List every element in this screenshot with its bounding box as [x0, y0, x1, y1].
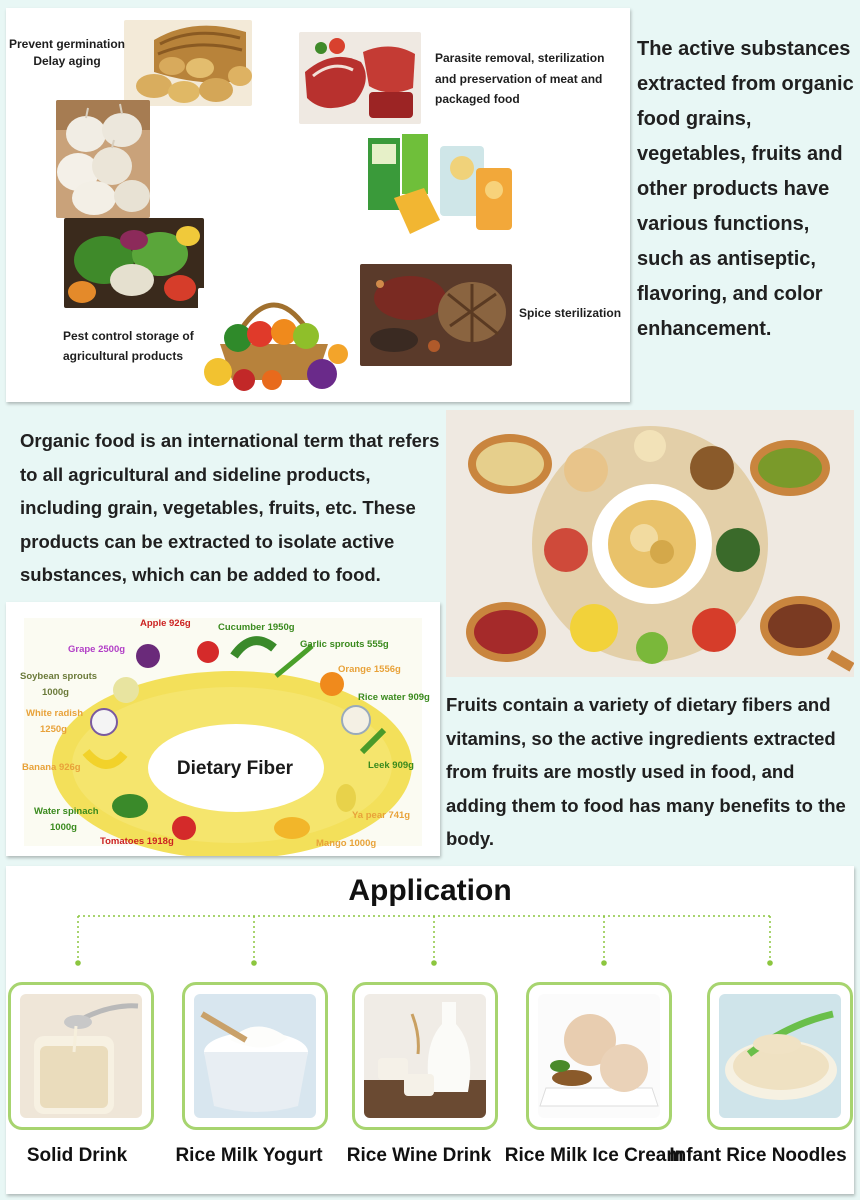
grape-icon	[136, 644, 160, 668]
fruits-text: Fruits contain a variety of dietary fibers and vitamins, so the active ingredients extracted from fruits are mostly used in food, and adding them to food has many benefits to the body.	[446, 694, 846, 849]
application-connector-lines	[6, 866, 854, 976]
apple-label: Apple 926g	[140, 618, 191, 629]
dietary-fiber-panel	[6, 602, 440, 856]
water-spinach-label-line1: Water spinach	[34, 806, 99, 817]
white-radish-icon	[91, 709, 117, 735]
solid-drink-label: Solid Drink	[26, 1145, 128, 1166]
mango-icon	[274, 817, 310, 839]
rice-milk-yogurt-card[interactable]	[182, 982, 328, 1130]
vegetables-photo	[64, 218, 204, 308]
water-spinach-label-line2: 1000g	[50, 822, 77, 833]
soybean-sprouts-label-line1: Soybean sprouts	[20, 671, 98, 682]
garlic-sprouts-label: Garlic sprouts 555g	[300, 639, 389, 650]
rice-wine-drink-card[interactable]	[352, 982, 498, 1130]
tomato-icon	[172, 816, 196, 840]
orange-label: Orange 1556g	[338, 664, 401, 675]
white-radish-label-line2: 1250g	[40, 724, 67, 735]
solid-drink-card[interactable]	[8, 982, 154, 1130]
soybean-sprouts-icon	[113, 677, 139, 703]
pest-control-caption-line2: agricultural products	[63, 349, 184, 363]
rice-milk-ice-cream-label: Rice Milk Ice Cream	[504, 1145, 684, 1166]
rice-milk-yogurt-photo	[194, 994, 316, 1118]
white-radish-label	[26, 706, 83, 738]
rice-wine-drink-photo	[364, 994, 486, 1118]
ya-pear-label: Ya pear 741g	[352, 810, 411, 821]
soybean-sprouts-label-line2: 1000g	[42, 687, 69, 698]
water-spinach-label	[34, 804, 99, 836]
fruit-basket-photo	[198, 288, 350, 392]
parasite-caption	[435, 48, 631, 110]
dietary-fiber-title: Dietary Fiber	[176, 758, 294, 779]
leek-label: Leek 909g	[368, 760, 414, 771]
soybean-sprouts-label	[20, 669, 97, 701]
pest-control-caption	[63, 326, 203, 366]
rice-milk-ice-cream-photo	[538, 994, 660, 1118]
solid-drink-photo	[20, 994, 142, 1118]
potatoes-photo	[124, 20, 252, 106]
application-panel	[6, 866, 854, 1194]
parasite-caption-line1: Parasite removal, sterilization	[435, 51, 605, 65]
grape-label: Grape 2500g	[68, 644, 126, 655]
cucumber-label: Cucumber 1950g	[218, 622, 295, 633]
germination-caption	[8, 36, 126, 70]
application-heading: Application	[348, 874, 512, 907]
infant-rice-noodles-card[interactable]	[707, 982, 853, 1130]
rice-water-icon	[342, 706, 370, 734]
white-radish-label-line1: White radish	[26, 708, 84, 719]
apple-icon	[197, 641, 219, 663]
tomatoes-label: Tomatoes 1918g	[100, 836, 174, 847]
parasite-caption-line2: and preservation of meat and	[435, 71, 603, 86]
uses-panel	[6, 8, 630, 402]
rice-wine-drink-label: Rice Wine Drink	[346, 1145, 492, 1166]
germination-caption-line1: Prevent germination	[8, 37, 126, 51]
pest-control-caption-line1: Pest control storage of	[63, 329, 194, 343]
garlic-photo	[56, 100, 150, 218]
infant-rice-noodles-photo	[719, 994, 841, 1118]
meat-photo	[299, 32, 421, 124]
water-spinach-icon	[112, 794, 148, 818]
organic-food-text: Organic food is an international term that refers to all agricultural and sideline products, including grain, vegetables, fruits, etc. These products can be extracted to isolate active substances, which can be added to food.	[20, 430, 440, 585]
rice-water-label: Rice water 909g	[358, 692, 430, 703]
rice-milk-ice-cream-card[interactable]	[526, 982, 672, 1130]
packaged-food-photo	[358, 128, 518, 242]
organic-food-spread-photo	[446, 410, 854, 677]
intro-text: The active substances extracted from organic food grains, vegetables, fruits and other products have various functions, such as antiseptic, flavoring, and color enhancement.	[637, 38, 854, 340]
infant-rice-noodles-label: Infant Rice Noodles	[669, 1145, 847, 1166]
spice-caption: Spice sterilization	[519, 306, 622, 320]
rice-milk-yogurt-label: Rice Milk Yogurt	[175, 1145, 323, 1166]
parasite-caption-line3: packaged food	[435, 92, 520, 106]
germination-caption-line2: Delay aging	[33, 54, 101, 68]
mango-label: Mango 1000g	[316, 838, 377, 849]
banana-label: Banana 926g	[22, 762, 81, 773]
spices-photo	[360, 264, 512, 366]
